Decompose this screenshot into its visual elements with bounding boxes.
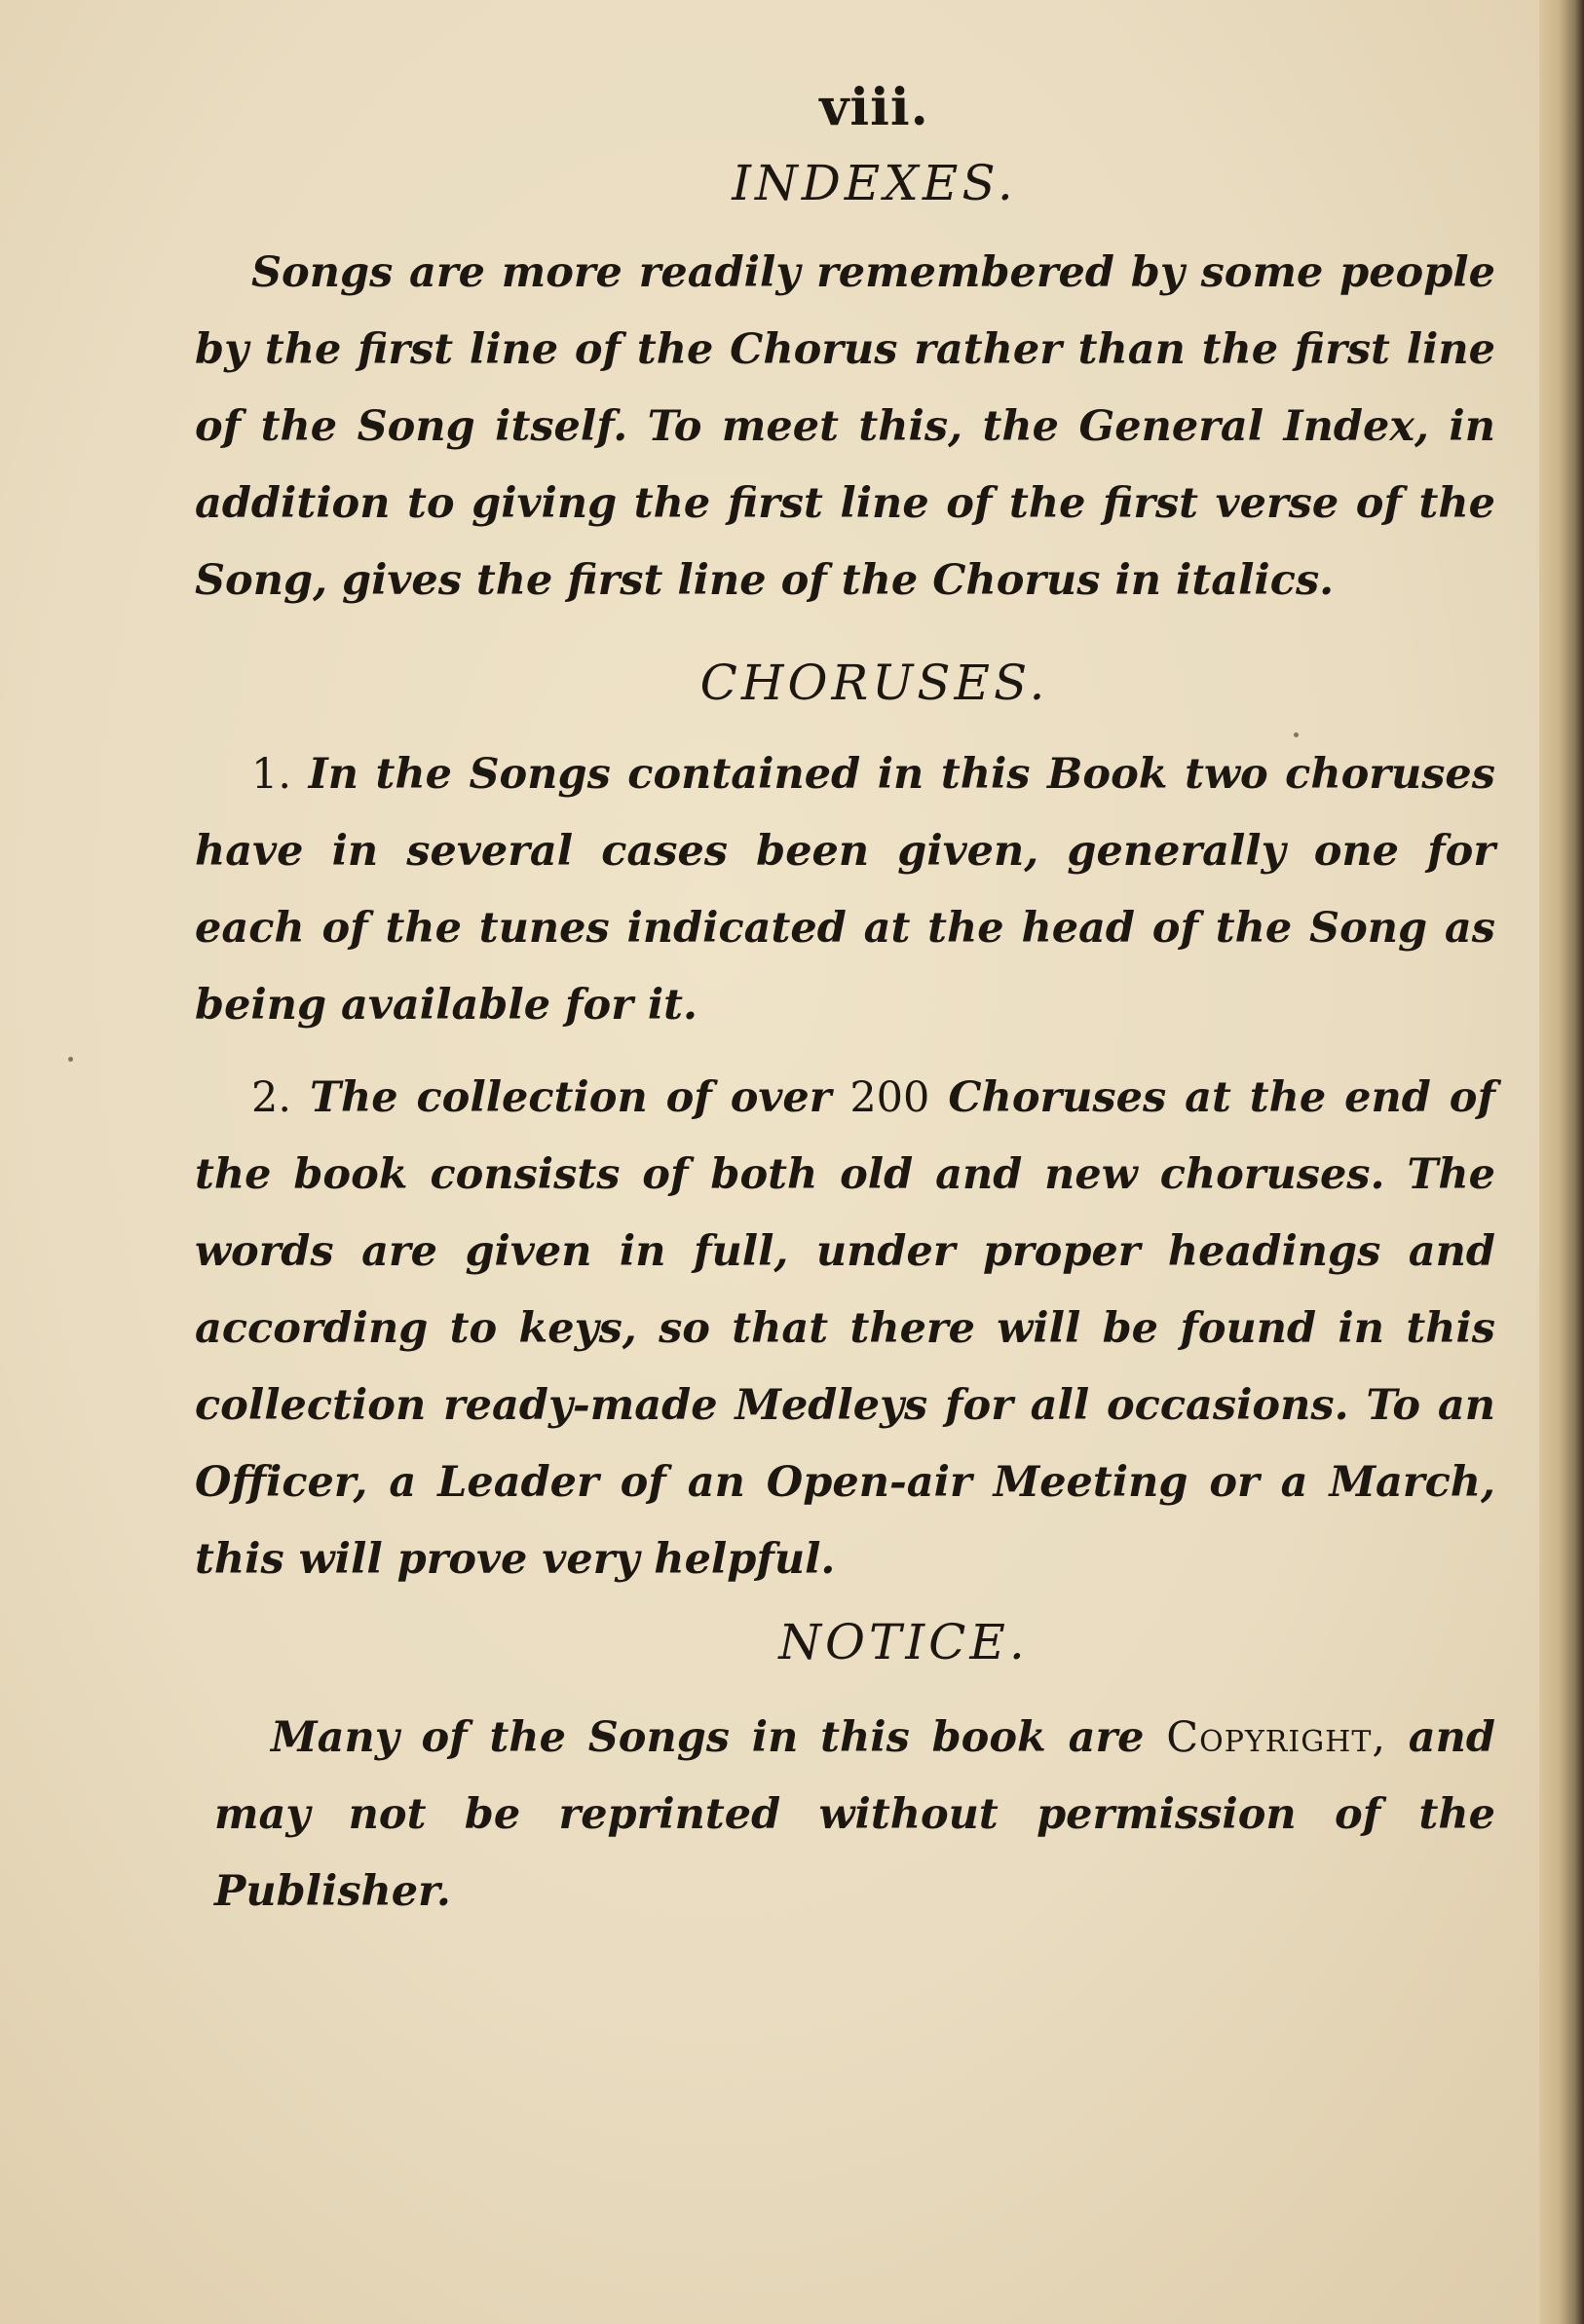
item-number: 2. [251, 1073, 292, 1122]
item-text-after: Choruses at the end of the book consists of both old and new choruses. The words are given in full, under proper headings and according to keys, so that there will be found in this collection ready-made Medleys for all occasions. To an Officer, a Leader of an Open-air Meeting or a March, this will prove very helpful. [195, 1073, 1495, 1584]
choruses-heading: CHORUSES. [699, 655, 1049, 711]
item-text-before: The collection of over [309, 1073, 832, 1122]
choruses-item-1 [195, 736, 1495, 1044]
page-number: viii. [819, 78, 929, 137]
page-text [195, 78, 1495, 1930]
choruses-item-2 [195, 1060, 1495, 1598]
notice-text-after: and may not be reprinted without permission of the Publisher. [214, 1713, 1495, 1916]
ink-speck [68, 1057, 73, 1062]
notice-text-before: Many of the Songs in this book are [271, 1713, 1145, 1762]
page-edge-shadow [1539, 0, 1584, 2324]
notice-heading: NOTICE. [778, 1614, 1029, 1670]
indexes-paragraph: Songs are more readily remembered by some people by the first line of the Chorus rather than the first line of the Song itself. To meet this, the General Index, in addition to giving the first line of the first verse of the Song, gives the first line of the Chorus in italics. [195, 248, 1495, 605]
item-text: In the Songs contained in this Book two choruses have in several cases been given, generally one for each of the tunes indicated at the head of the Song as being available for it. [195, 750, 1495, 1030]
notice-paragraph [195, 1700, 1495, 1930]
item-number: 1. [251, 750, 292, 799]
indexes-heading: INDEXES. [732, 155, 1017, 211]
chorus-count: 200 [849, 1073, 930, 1122]
copyright-word: Copyright, [1166, 1713, 1386, 1762]
